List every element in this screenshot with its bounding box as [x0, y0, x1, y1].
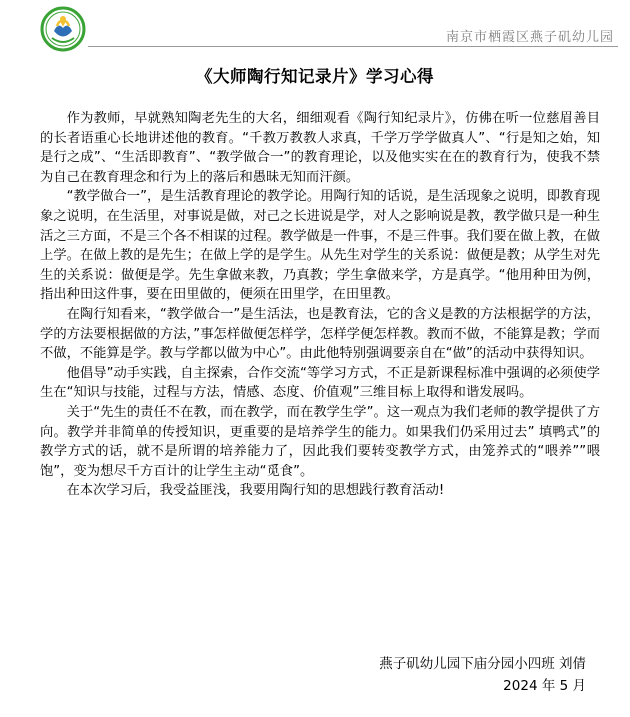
document-title: 《大师陶行知记录片》学习心得 [196, 67, 434, 86]
paragraph-4: 他倡导”动手实践，自主探索，合作交流“等学习方式，不正是新课程标准中强调的必须使学生在“知识与技能，过程与方法，情感、态度、价值观”三维目标上取得和谐发展吗。 [40, 365, 600, 401]
signature-date: 2024 年 5 月 [503, 678, 586, 694]
school-logo-icon [40, 6, 86, 52]
paragraph-3: 在陶行知看来，“教学做合一”是生活法，也是教育法，它的含义是教的方法根据学的方法，学的方法要根据做的方法，”事怎样做便怎样学，怎样学便怎样教。教而不做，不能算是教；学而不做，不能算是学。教与学都以做为中心”。由此他特别强调要亲自在“做”的活动中获得知识。 [40, 306, 600, 362]
paragraph-1: 作为教师，早就熟知陶老先生的大名，细细观看《陶行知纪录片》，仿佛在听一位慈眉善目的长者语重心长地讲述他的教育。“千教万教教人求真，千学万学学做真人”、“行是知之始，知是行之成”、“生活即教育”、“教学做合一”的教育理论，以及他实实在在的教育行为，使我不禁为自己在教育理念和行为上的落后和愚昧无知而汗颜。 [40, 111, 600, 185]
signature-author: 燕子矶幼儿园下庙分园小四班 刘倩 [379, 656, 586, 672]
page-header [0, 0, 630, 56]
school-name: 南京市栖霞区燕子矶幼儿园 [445, 30, 614, 45]
paragraph-2: “教学做合一”，是生活教育理论的教学论。用陶行知的话说，是生活现象之说明，即教育现象之说明，在生活里，对事说是做，对己之长进说是学，对人之影响说是教，教学做只是一种生活之三方面，不是三个各不相谋的过程。教学做是一件事，不是三件事。我们要在做上教，在做上学。在做上教的是先生；在做上学的是学生。从先生对学生的关系说：做便是教；从学生对先生的关系说：做便是学。先生拿做来教，乃真教；学生拿做来学，方是真学。“他用种田为例，指出种田这件事，要在田里做的，便须在田里学，在田里教。 [40, 189, 600, 303]
document-body [40, 109, 600, 501]
paragraph-6: 在本次学习后，我受益匪浅，我要用陶行知的思想践行教育活动! [66, 483, 445, 499]
signature-block [379, 653, 586, 697]
paragraph-5: 关于“先生的责任不在教，而在教学，而在教学生学”。这一观点为我们老师的教学提供了方向。教学并非简单的传授知识，更重要的是培养学生的能力。如果我们仍采用过去” 填鸭式”的教学方式的话，就不是所谓的培养能力了，因此我们要转变教学方式，由笼养式的“喂养””喂饱”，变为想尽千方百计的让学生主动“觅食”。 [40, 404, 600, 479]
header-divider [88, 46, 618, 47]
